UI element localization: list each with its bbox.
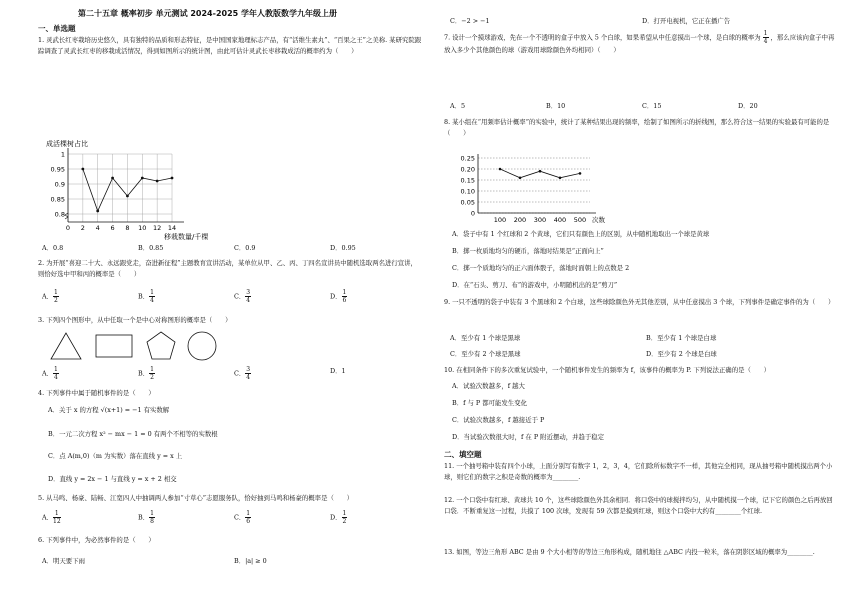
question-9-options-ab [450, 333, 830, 343]
q4-option-a[interactable]: A．关于 x 的方程 √(x+1) = −1 有实数解 [48, 406, 170, 414]
fraction-numerator: 3 [246, 366, 251, 373]
fraction-denominator: 6 [246, 518, 251, 525]
fraction-numerator: 1 [150, 289, 154, 296]
question-6-options-ab [42, 556, 422, 566]
question-3-options [42, 366, 422, 386]
q9-option-d[interactable]: D．至少有 2 个球是白球 [646, 350, 717, 358]
x-tick-label: 300 [533, 216, 547, 224]
q5-option-label: B． [138, 513, 150, 522]
x-tick-label: 500 [573, 216, 587, 224]
q2-option-label: D． [330, 292, 342, 301]
q6-option-a[interactable]: A．明天要下雨 [42, 557, 85, 565]
data-point [559, 177, 562, 180]
x-tick-label: 12 [153, 224, 162, 232]
question-5-text: 5. 从马鸣、杨豪、陆畅、江宽四人中抽调两人参加“寸草心”志愿服务队，恰好抽到马鸣和杨豪的概率是（ ） [38, 494, 354, 502]
fraction-numerator: 3 [246, 289, 251, 296]
section-fill-blank: 二、填空题 [444, 450, 482, 459]
q2-option-fraction [245, 289, 251, 304]
q7-text-1: 7. 设计一个摸球游戏，先在一个不透明的盒子中放入 5 个白球，如果希望从中任意摸出一个球，是白球的概率为 [444, 33, 761, 42]
y-tick-label: 0.15 [460, 176, 475, 185]
fraction-denominator: 4 [246, 374, 251, 381]
question-6-text: 6. 下列事件中，为必然事件的是（ ） [38, 536, 155, 544]
q9-option-b[interactable]: B．至少有 1 个球是白球 [646, 334, 717, 342]
question-9-options-cd [450, 349, 830, 359]
fraction-denominator: 4 [54, 374, 58, 381]
q2-option-fraction [53, 289, 59, 304]
circle-shape [188, 332, 216, 360]
chart-ylabel: 成活棵树占比 [46, 140, 88, 148]
question-12-text: 12. 一个口袋中有红球、黄球共 10 个，这些球除颜色外其余相同．将口袋中的球搅拌均匀，从中随机摸一个球，记下它的颜色之后再放回口袋．不断重复这一过程，共摸了 100 次球，发现有 59 次都是摸到红球，则这个口袋中大约有________个红球. [444, 496, 833, 515]
q1-option-b[interactable]: B．0.85 [138, 244, 164, 252]
data-point [539, 170, 542, 173]
x-tick-label: 0 [65, 224, 71, 232]
question-3-text: 3. 下列四个图形中，从中任取一个是中心对称图形的概率是（ ） [38, 316, 232, 324]
q3-option-c[interactable] [234, 366, 251, 381]
q5-option-label: C． [234, 513, 246, 522]
data-point [156, 180, 159, 183]
fraction-denominator: 2 [342, 518, 347, 525]
data-point [111, 177, 114, 180]
q3-option-fraction [245, 366, 251, 381]
fraction-numerator: 1 [54, 510, 59, 517]
page-title: 第二十五章 概率初步 单元测试 2024-2025 学年人教版数学九年级上册 [78, 9, 337, 18]
question-6-options-cd [450, 16, 830, 26]
question-13-text: 13. 如图，等边三角形 ABC 是由 9 个大小相等的等边三角形构成，随机地往 △ABC 内投一粒米，落在阴影区域的概率为________. [444, 548, 815, 556]
q2-option-a[interactable] [42, 289, 59, 304]
q6-option-c[interactable]: C．−2 > −1 [450, 17, 490, 25]
fraction-denominator: 8 [150, 518, 154, 525]
q7-frac-num: 1 [763, 30, 768, 37]
q8-option-b[interactable]: B．掷一枚质地均匀的硬币，落地时结果是“正面向上” [452, 247, 604, 255]
q5-option-a[interactable] [42, 510, 61, 525]
fraction-denominator: 4 [150, 297, 154, 304]
x-axis-label: 移栽数量/千棵 [164, 233, 209, 241]
question-5-options [42, 510, 422, 530]
x-tick-label: 10 [138, 224, 147, 232]
q1-option-d[interactable]: D．0.95 [330, 244, 356, 252]
question-4-text: 4. 下列事件中属于随机事件的是（ ） [38, 389, 155, 397]
chart-1-plot [51, 148, 209, 241]
x-axis-label: 次数 [592, 216, 605, 224]
data-point [171, 177, 174, 180]
x-tick-label: 14 [167, 224, 177, 232]
q2-option-label: C． [234, 292, 246, 301]
data-point [96, 210, 99, 213]
q6-option-d[interactable]: D．打开电视机，它正在播广告 [642, 17, 731, 25]
q3-option-label: C． [234, 369, 246, 378]
q5-option-fraction [342, 510, 348, 525]
data-point [126, 195, 129, 198]
q2-option-b[interactable] [138, 289, 155, 304]
x-tick-label: 6 [110, 224, 115, 232]
question-10-text: 10. 在相同条件下的多次重复试验中，一个随机事件发生的频率为 f，该事件的概率为 P. 下列说法正确的是（ ） [444, 366, 771, 374]
fraction-numerator: 1 [246, 510, 251, 517]
q6-option-b[interactable]: B．|a| ≥ 0 [234, 557, 267, 565]
data-point [499, 168, 502, 171]
q1-option-c[interactable]: C．0.9 [234, 244, 256, 252]
x-tick-label: 400 [553, 216, 567, 224]
y-tick-label: 0.8 [54, 210, 65, 219]
y-tick-label: 0 [470, 209, 475, 218]
y-tick-label: 0.85 [50, 195, 65, 204]
fraction-denominator: 4 [246, 297, 251, 304]
q10-option-c[interactable]: C．试验次数越多，f 越接近于 P [452, 416, 545, 424]
question-2-text: 2. 为开展“喜迎二十大、永远跟党走，奋进新征程”主题教育宣讲活动，某单位从甲、乙、丙、丁四名宣讲员中随机选取两名进行宣讲，则恰好选中甲和丙的概率是（ ） [38, 259, 417, 278]
q3-option-b[interactable] [138, 366, 155, 381]
fraction-numerator: 1 [150, 510, 154, 517]
question-7-options [450, 101, 830, 111]
q2-option-label: A． [42, 292, 54, 301]
q5-option-b[interactable] [138, 510, 155, 525]
q10-option-d[interactable]: D．当试验次数很大时，f 在 P 附近摆动，并趋于稳定 [452, 433, 605, 441]
q5-option-c[interactable] [234, 510, 251, 525]
q5-option-label: D． [330, 513, 342, 522]
y-tick-label: 0.9 [54, 180, 65, 189]
q7-option-b[interactable]: B．10 [546, 102, 566, 110]
fraction-denominator: 6 [342, 297, 347, 304]
triangle-shape [51, 333, 81, 359]
question-1-options [42, 243, 422, 253]
fraction-numerator: 1 [54, 366, 58, 373]
q5-option-fraction [53, 510, 61, 525]
question-8-text: 8. 某小组在“用频率估计概率”的实验中，统计了某种结果出现的频率，绘制了如图所示的折线图，那么符合这一结果的实验最有可能的是（ ） [444, 118, 830, 137]
q3-option-label: A． [42, 369, 54, 378]
survival-rate-chart [42, 136, 222, 242]
data-point [579, 172, 582, 175]
q2-option-c[interactable] [234, 289, 251, 304]
q1-option-a[interactable]: A．0.8 [42, 244, 64, 252]
x-tick-label: 2 [80, 224, 85, 232]
data-point [81, 168, 84, 171]
q7-frac-den: 4 [763, 38, 768, 45]
fraction-denominator: 2 [54, 297, 58, 304]
y-tick-label: 0.10 [460, 187, 475, 196]
q2-option-d[interactable] [330, 289, 347, 304]
x-tick-label: 8 [125, 224, 130, 232]
q8-option-d[interactable]: D．在“石头、剪刀、布”的游戏中，小明随机出的是“剪刀” [452, 281, 618, 289]
fraction-numerator: 1 [54, 289, 58, 296]
q3-option-d[interactable] [330, 366, 346, 375]
frequency-chart [450, 150, 630, 226]
q3-option-label: B． [138, 369, 150, 378]
y-tick-label: 0.95 [50, 165, 65, 174]
fraction-denominator: 12 [53, 518, 61, 525]
q7-option-d[interactable]: D．20 [738, 102, 758, 110]
q3-option-fraction [149, 366, 155, 381]
pentagon-shape [147, 332, 175, 359]
y-tick-label: 0.05 [460, 198, 475, 207]
q5-option-fraction [149, 510, 155, 525]
data-point [141, 177, 144, 180]
q8-option-c[interactable]: C．掷一个质地均匀的正六面体骰子，落地时面朝上的点数是 2 [452, 264, 630, 272]
y-tick-label: 0.20 [460, 165, 475, 174]
chart-2-plot [461, 154, 606, 224]
q10-option-a[interactable]: A．试验次数越多，f 越大 [452, 382, 525, 390]
q5-option-fraction [245, 510, 251, 525]
shapes-figure [46, 330, 226, 362]
q10-option-b[interactable]: B．f 与 P 都可能发生变化 [452, 399, 527, 407]
q2-option-fraction [149, 289, 155, 304]
q5-option-label: A． [42, 513, 54, 522]
q9-option-a[interactable]: A．至少有 1 个球是黑球 [450, 334, 521, 342]
data-point [519, 177, 522, 180]
q4-option-c[interactable]: C．点 A(m,0)（m 为实数）落在直线 y = x 上 [48, 452, 183, 460]
fraction-numerator: 1 [150, 366, 154, 373]
question-2-options [42, 289, 422, 309]
q7-text-2: ，那么应该向盒子中再放入多少个其他颜色的球（游戏用球除颜色外均相同）（ ） [444, 33, 835, 54]
q4-option-b[interactable]: B．一元二次方程 x² − mx − 1 = 0 有两个不相等的实数根 [48, 430, 218, 438]
q2-option-fraction [342, 289, 348, 304]
section-single-choice: 一、单选题 [38, 24, 76, 33]
q3-option-fraction [53, 366, 59, 381]
q7-fraction [763, 30, 769, 45]
question-11-text: 11. 一个抽号箱中装有四个小球，上面分别写有数字 1，2，3，4，它们除所标数字不一样，其他完全相同，现从抽号箱中随机摸出两个小球，则它们的数字之积是奇数的概率为________. [444, 462, 833, 481]
q4-option-d[interactable]: D．直线 y = 2x − 1 与直线 y = x + 2 相交 [48, 475, 177, 483]
q7-option-c[interactable]: C．15 [642, 102, 662, 110]
rectangle-shape [96, 335, 132, 357]
x-tick-label: 4 [95, 224, 100, 232]
fraction-numerator: 1 [342, 289, 347, 296]
x-tick-label: 100 [493, 216, 507, 224]
question-9-text: 9. 一只不透明的袋子中装有 3 个黑球和 2 个白球，这些球除颜色外无其他差别，从中任意摸出 3 个球，下列事件是确定事件的为（ ） [444, 298, 835, 306]
axis-break [65, 213, 68, 219]
q5-option-d[interactable] [330, 510, 347, 525]
q2-option-label: B． [138, 292, 150, 301]
q9-option-c[interactable]: C．至少有 2 个球是黑球 [450, 350, 521, 358]
fraction-denominator: 2 [150, 374, 154, 381]
y-tick-label: 0.25 [460, 154, 475, 163]
fraction-numerator: 1 [342, 510, 347, 517]
y-tick-label: 1 [60, 150, 65, 159]
question-1-text: 1. 灵武长红枣栽培历史悠久，具有独特的品质和形态特征，是中国国家地理标志产品，有“活维生素丸”、“百果之王”之美称. 某研究院跟踪调查了灵武长红枣的移栽成活情况，得到如图所示的统计图，由此可估计灵武长枣移栽成活的概率约为（ ） [38, 36, 422, 55]
q3-option-a[interactable] [42, 366, 59, 381]
question-7-text [444, 30, 836, 56]
q8-option-a[interactable]: A．袋子中有 1 个红球和 2 个黄球，它们只有颜色上的区别，从中随机地取出一个球是黄球 [452, 230, 710, 238]
x-tick-label: 200 [513, 216, 527, 224]
q3-option-label: D．1 [330, 367, 346, 375]
q7-option-a[interactable]: A．5 [450, 102, 466, 110]
